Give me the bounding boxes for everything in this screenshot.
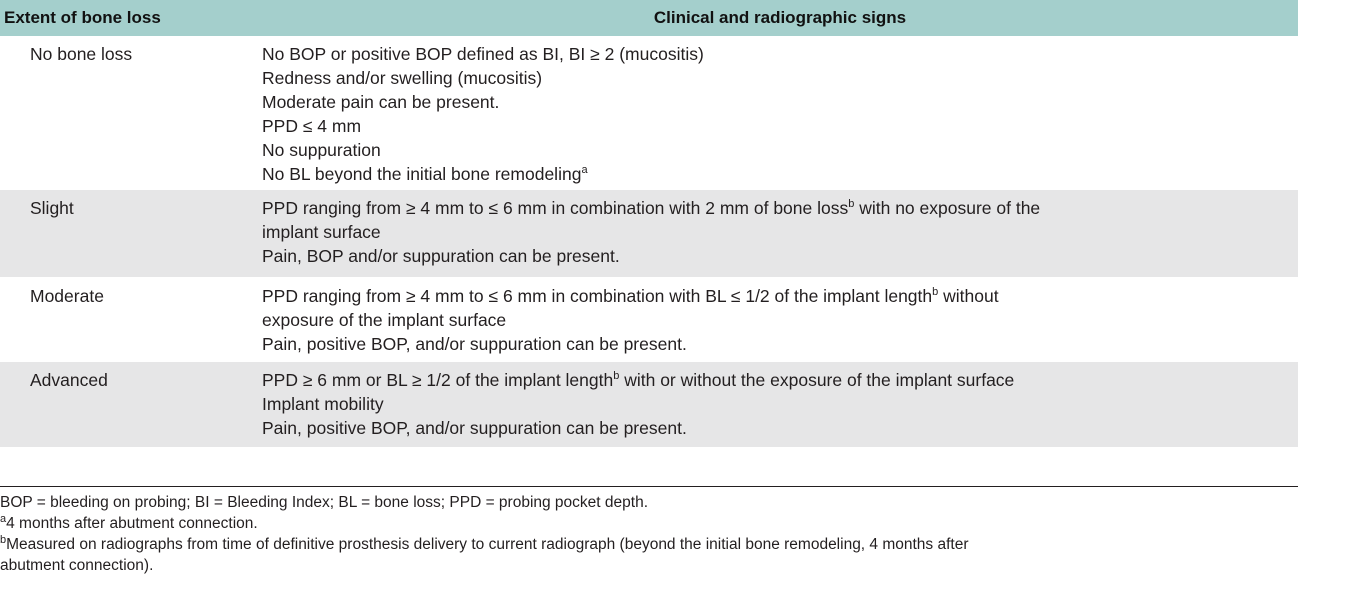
sign-text: PPD ranging from ≥ 4 mm to ≤ 6 mm in combination with 2 mm of bone loss: [262, 198, 849, 218]
table-row: [0, 190, 1298, 278]
table-row: [0, 278, 1298, 362]
footnote-b-text-cont: abutment connection).: [0, 557, 154, 574]
table-bottom-rule: [0, 486, 1298, 487]
footnote-marker: b: [0, 533, 7, 546]
extent-cell: Slight: [30, 198, 74, 218]
sign-line: Pain, positive BOP, and/or suppuration can be present.: [262, 418, 687, 438]
sign-line: Pain, positive BOP, and/or suppuration can be present.: [262, 334, 687, 354]
sign-line: Moderate pain can be present.: [262, 92, 500, 112]
sign-line: No BOP or positive BOP defined as BI, BI ≥ 2 (mucositis): [262, 44, 704, 64]
signs-cell: [262, 362, 1298, 447]
table-row: [0, 36, 1298, 190]
sign-text: without: [938, 286, 999, 306]
signs-cell: [262, 36, 1298, 189]
footnote-marker: a: [0, 512, 7, 525]
sign-line: [262, 196, 1278, 220]
footnote-marker: a: [581, 164, 588, 177]
footnote-marker: b: [613, 370, 620, 383]
footnote-marker: b: [932, 286, 939, 299]
sign-text: PPD ≥ 6 mm or BL ≥ 1/2 of the implant length: [262, 370, 614, 390]
extent-cell: Advanced: [30, 370, 108, 390]
footnote-a: [0, 513, 1298, 534]
sign-line: Redness and/or swelling (mucositis): [262, 68, 543, 88]
sign-line: [262, 284, 1278, 308]
extent-cell: No bone loss: [30, 44, 133, 64]
footnote-b-text: Measured on radiographs from time of definitive prosthesis delivery to current radiograph (beyond the initial bone remodeling, 4 months after: [6, 536, 969, 553]
sign-line: No suppuration: [262, 140, 381, 160]
footnote-a-text: 4 months after abutment connection.: [6, 515, 258, 532]
table-row: [0, 362, 1298, 448]
sign-text: PPD ranging from ≥ 4 mm to ≤ 6 mm in combination with BL ≤ 1/2 of the implant length: [262, 286, 933, 306]
sign-line: implant surface: [262, 222, 381, 242]
footnote-marker: b: [848, 198, 855, 211]
signs-cell: [262, 190, 1298, 277]
footnote-b: [0, 534, 1298, 576]
header-extent: Extent of bone loss: [4, 8, 161, 27]
sign-line: exposure of the implant surface: [262, 310, 507, 330]
extent-cell: Moderate: [30, 286, 104, 306]
sign-line: PPD ≤ 4 mm: [262, 116, 362, 136]
sign-line: Pain, BOP and/or suppuration can be present.: [262, 246, 620, 266]
sign-line: [262, 162, 1278, 186]
header-signs: Clinical and radiographic signs: [653, 8, 907, 27]
sign-line: Implant mobility: [262, 394, 384, 414]
table-header: [0, 0, 1298, 36]
sign-text: with or without the exposure of the implant surface: [619, 370, 1015, 390]
sign-text: No BL beyond the initial bone remodeling: [262, 164, 582, 184]
sign-text: with no exposure of the: [854, 198, 1041, 218]
sign-line: [262, 368, 1278, 392]
table-footnotes: [0, 492, 1298, 576]
signs-cell: [262, 278, 1298, 361]
abbreviations-note: BOP = bleeding on probing; BI = Bleeding Index; BL = bone loss; PPD = probing pocket depth.: [0, 494, 649, 511]
